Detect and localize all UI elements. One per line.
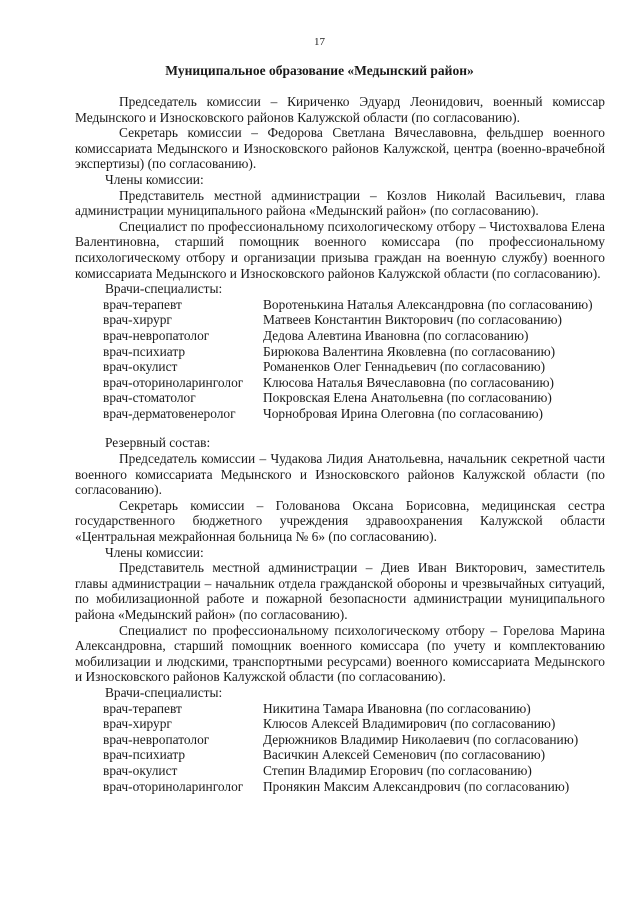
doctor-name: Клюсова Наталья Вячеславовна (по согласованию) xyxy=(263,374,554,390)
doctor-name: Покровская Елена Анатольевна (по согласованию) xyxy=(263,390,552,406)
psych-specialist-paragraph: Специалист по профессиональному психологическому отбору – Чистохвалова Елена Валентиновна, старший помощник военного комиссара (по профессиональному психологическому отбору и организации призыва граждан на военную службу) военного комиссариата Медынского и Износковского районов Калужской области (по согласованию). xyxy=(75,218,605,281)
doctor-role: врач-оториноларинголог xyxy=(103,374,244,390)
doctor-row xyxy=(75,312,605,328)
doctor-role: врач-невропатолог xyxy=(103,327,210,343)
doctor-name: Клюсов Алексей Владимирович (по согласованию) xyxy=(263,716,556,732)
doctor-name: Бирюкова Валентина Яковлевна (по согласованию) xyxy=(263,343,556,359)
reserve-doctors-label: Врачи-специалисты: xyxy=(105,684,223,700)
doctor-row xyxy=(75,390,605,406)
doctors-label: Врачи-специалисты: xyxy=(105,281,223,297)
doctor-row xyxy=(75,328,605,344)
section-title: Муниципальное образование «Медынский район» xyxy=(165,63,474,78)
doctor-role: врач-хирург xyxy=(103,312,172,328)
doctor-role: врач-невропатолог xyxy=(103,731,210,747)
members-label: Члены комиссии: xyxy=(105,171,204,187)
reserve-label: Резервный состав: xyxy=(105,435,211,451)
doctor-row xyxy=(75,359,605,375)
admin-representative-paragraph: Представитель местной администрации – Козлов Николай Васильевич, глава администрации муниципального района «Медынский район» (по согласованию). xyxy=(75,187,605,219)
doctor-role: врач-окулист xyxy=(103,762,178,778)
doctor-role: врач-терапевт xyxy=(103,700,182,716)
doctor-row xyxy=(75,344,605,360)
chairman-paragraph: Председатель комиссии – Кириченко Эдуард Леонидович, военный комиссар Медынского и Износковского районов Калужской области (по согласованию). xyxy=(75,94,605,125)
doctor-row xyxy=(75,779,605,795)
doctor-role: врач-стоматолог xyxy=(103,390,196,406)
doctor-name: Дерюжников Владимир Николаевич (по согласованию) xyxy=(263,731,579,747)
reserve-secretary-paragraph: Секретарь комиссии – Голованова Оксана Борисовна, медицинская сестра государственного бюджетного учреждения здравоохранения Калужской области «Центральная межрайонная больница № 6» (по согласованию). xyxy=(75,497,605,545)
doctor-name: Васичкин Алексей Семенович (по согласованию) xyxy=(263,747,546,763)
doctor-row xyxy=(75,716,605,732)
reserve-members-label: Члены комиссии: xyxy=(105,544,204,560)
doctor-role: врач-терапевт xyxy=(103,296,182,312)
section-gap xyxy=(75,421,605,435)
doctor-row xyxy=(75,297,605,313)
doctor-name: Воротенькина Наталья Александровна (по согласованию) xyxy=(263,296,593,312)
doctor-row xyxy=(75,701,605,717)
doctor-name: Степин Владимир Егорович (по согласованию) xyxy=(263,762,532,778)
doctor-row xyxy=(75,375,605,391)
document-body xyxy=(75,94,605,794)
reserve-chairman-paragraph: Председатель комиссии – Чудакова Лидия Анатольевна, начальник секретной части военного комиссариата Медынского и Износковского районов Калужской области (по согласованию). xyxy=(75,451,605,498)
doctor-row xyxy=(75,763,605,779)
doctor-row xyxy=(75,747,605,763)
doctor-name: Пронякин Максим Александрович (по согласованию) xyxy=(263,778,570,794)
secretary-paragraph: Секретарь комиссии – Федорова Светлана Вячеславовна, фельдшер военного комиссариата Медынского и Износковского районов Калужской, центра (военно-врачебной экспертизы) (по согласованию). xyxy=(75,125,605,172)
doctor-name: Чорнобровая Ирина Олеговна (по согласованию) xyxy=(263,405,543,421)
doctor-role: врач-оториноларинголог xyxy=(103,778,244,794)
reserve-admin-representative-paragraph: Представитель местной администрации – Диев Иван Викторович, заместитель главы администрации – начальник отдела гражданской обороны и чрезвычайных ситуаций, по мобилизационной работе и пожарной безопасности администрации муниципального района «Медынский район» (по согласованию). xyxy=(75,560,605,622)
doctor-name: Никитина Тамара Ивановна (по согласованию) xyxy=(263,700,531,716)
doctor-role: врач-дерматовенеролог xyxy=(103,405,236,421)
doctors-list xyxy=(75,297,605,422)
reserve-psych-specialist-paragraph: Специалист по профессиональному психологическому отбору – Горелова Марина Александровна, старший помощник военного комиссара (по учету и комплектованию мобилизации и людскими, транспортными ресурсами) военного комиссариата Медынского и Износковского районов Калужской области (по согласованию). xyxy=(75,622,605,685)
page-number: 17 xyxy=(314,36,325,48)
doctor-role: врач-окулист xyxy=(103,359,178,375)
doctor-role: врач-хирург xyxy=(103,716,172,732)
doctor-role: врач-психиатр xyxy=(103,747,186,763)
doctor-name: Романенков Олег Геннадьевич (по согласованию) xyxy=(263,359,546,375)
doctor-row xyxy=(75,406,605,422)
doctor-name: Дедова Алевтина Ивановна (по согласованию) xyxy=(263,327,529,343)
doctor-row xyxy=(75,732,605,748)
reserve-doctors-list xyxy=(75,701,605,795)
doctor-role: врач-психиатр xyxy=(103,343,186,359)
doctor-name: Матвеев Константин Викторович (по согласованию) xyxy=(263,312,562,328)
